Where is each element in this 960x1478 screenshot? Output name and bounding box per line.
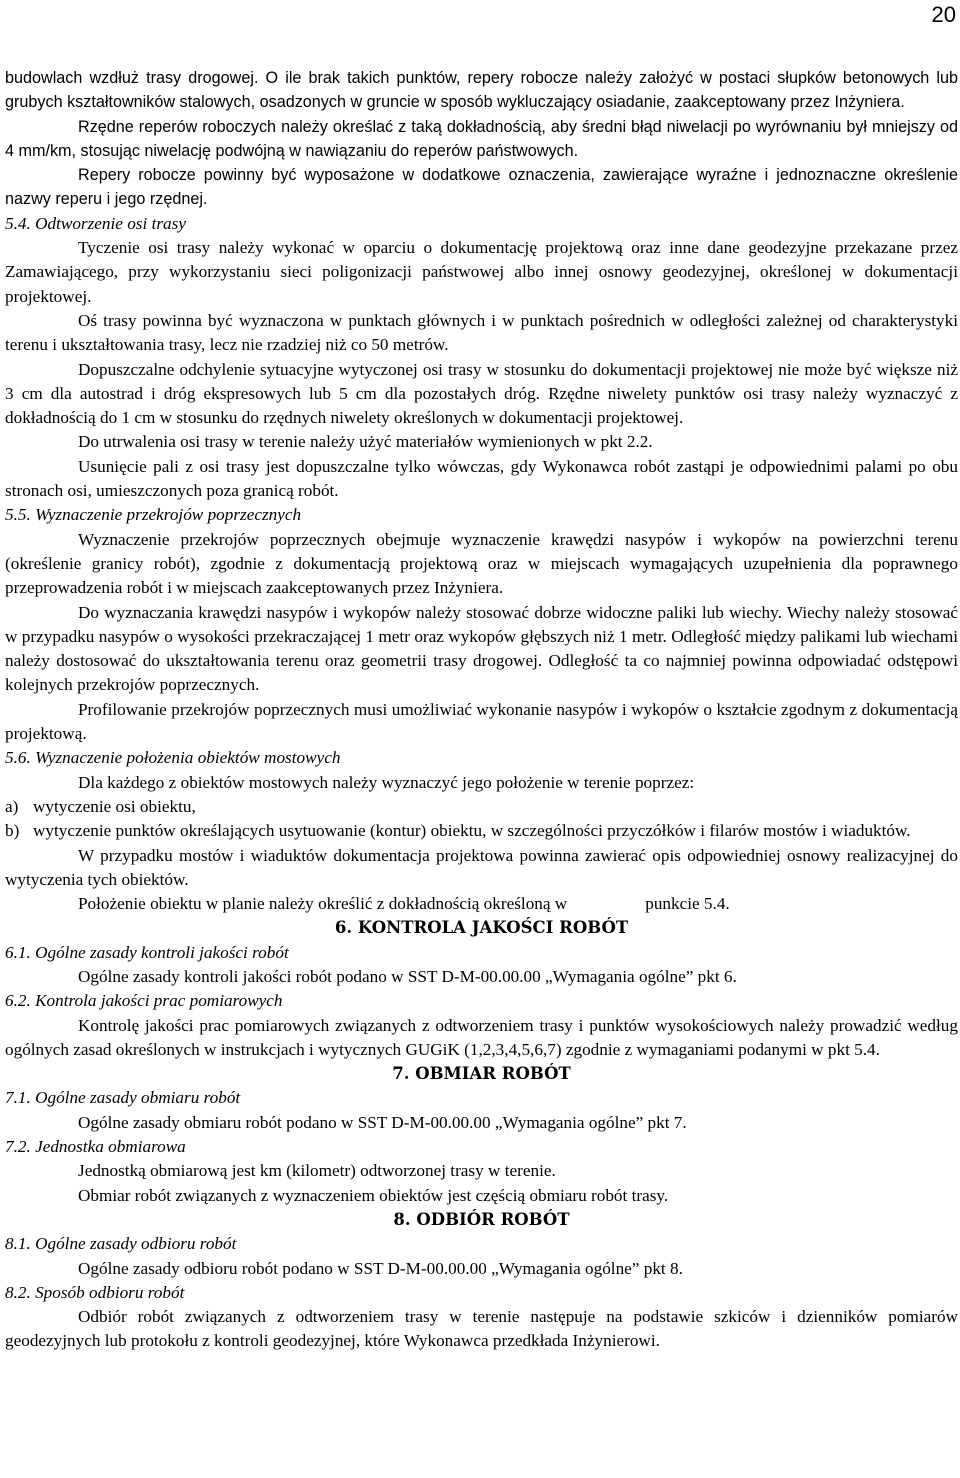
paragraph	[5, 892, 958, 916]
paragraph: Ogólne zasady kontroli jakości robót podano w SST D-M-00.00.00 „Wymagania ogólne” pkt 6.	[78, 966, 737, 986]
paragraph: Rzędne reperów roboczych należy określać z taką dokładnością, aby średni błąd niwelacji po wyrównaniu był mniejszy od 4 mm/km, stosując niwelację podwójną w nawiązaniu do reperów państwowych.	[5, 117, 958, 160]
paragraph: Jednostką obmiarową jest km (kilometr) odtworzonej trasy w terenie.	[78, 1161, 556, 1181]
list-item-label: b)	[5, 821, 20, 841]
paragraph: W przypadku mostów i wiaduktów dokumentacja projektowa powinna zawierać opis odpowiedniej osnowy realizacyjnej do wytyczenia tych obiektów.	[5, 845, 958, 889]
list-item-label: a)	[5, 796, 19, 816]
section-heading: 5.4. Odtworzenie osi trasy	[5, 213, 186, 233]
paragraph: Ogólne zasady obmiaru robót podano w SST D-M-00.00.00 „Wymagania ogólne” pkt 7.	[78, 1112, 687, 1132]
section-heading: 7.1. Ogólne zasady obmiaru robót	[5, 1088, 241, 1108]
paragraph: Ogólne zasady odbioru robót podano w SST D-M-00.00.00 „Wymagania ogólne” pkt 8.	[78, 1258, 683, 1278]
paragraph-text: Położenie obiektu w planie należy określić z dokładnością określoną w	[78, 894, 568, 914]
section-heading: 5.6. Wyznaczenie położenia obiektów mostowych	[5, 748, 341, 768]
paragraph: Do utrwalenia osi trasy w terenie należy użyć materiałów wymienionych w pkt 2.2.	[78, 432, 653, 452]
list-item-text: wytyczenie punktów określających usytuowanie (kontur) obiektu, w szczególności przyczółków i filarów mostów i wiaduktów.	[33, 821, 911, 841]
paragraph: Tyczenie osi trasy należy wykonać w oparciu o dokumentację projektową oraz inne dane geodezyjne przekazane przez Zamawiającego, przy wykorzystaniu sieci poligonizacji państwowej albo innej osnowy geodezyjnej, określonej w dokumentacji projektowej.	[5, 238, 958, 306]
paragraph-text-continued: punkcie 5.4.	[645, 894, 730, 914]
section-heading: 6.1. Ogólne zasady kontroli jakości robót	[5, 942, 289, 962]
document-body	[5, 66, 958, 1354]
section-heading: 8.2. Sposób odbioru robót	[5, 1282, 185, 1302]
paragraph: Odbiór robót związanych z odtworzeniem trasy w terenie następuje na podstawie szkiców i dzienników pomiarów geodezyjnych lub protokołu z kontroli geodezyjnej, które Wykonawca przedkłada Inżynierowi.	[5, 1307, 958, 1351]
paragraph: budowlach wzdłuż trasy drogowej. O ile brak takich punktów, repery robocze należy założyć w postaci słupków betonowych lub grubych kształtowników stalowych, osadzonych w gruncie w sposób wykluczający osiadanie, zaakceptowany przez Inżyniera.	[5, 69, 958, 112]
paragraph: Repery robocze powinny być wyposażone w dodatkowe oznaczenia, zawierające wyraźne i jednoznaczne określenie nazwy reperu i jego rzędnej.	[5, 166, 958, 209]
paragraph: Usunięcie pali z osi trasy jest dopuszczalne tylko wówczas, gdy Wykonawca robót zastąpi je odpowiednimi palami po obu stronach osi, umieszczonych poza granicą robót.	[5, 456, 958, 501]
paragraph: Oś trasy powinna być wyznaczona w punktach głównych i w punktach pośrednich w odległości zależnej od charakterystyki terenu i ukształtowania trasy, lecz nie rzadziej niż co 50 metrów.	[5, 310, 958, 355]
paragraph: Dopuszczalne odchylenie sytuacyjne wytyczonej osi trasy w stosunku do dokumentacji projektowej nie może być większe niż 3 cm dla autostrad i dróg ekspresowych lub 5 cm dla pozostałych dróg. Rzędne niwelety punktów osi trasy należy wyznaczyć z dokładnością do 1 cm w stosunku do rzędnych niwelety określonych w dokumentacji projektowej.	[5, 359, 958, 428]
section-heading: 7.2. Jednostka obmiarowa	[5, 1137, 186, 1157]
paragraph: Do wyznaczania krawędzi nasypów i wykopów należy stosować dobrze widoczne paliki lub wiechy. Wiechy należy stosować w przypadku nasypów o wysokości przekraczającej 1 metr oraz wykopów głębszych niż 1 metr. Odległość między palikami lub wiechami należy dostosować do ukształtowania terenu oraz geometrii trasy drogowej. Odległość ta co najmniej powinna odpowiadać odstępowi kolejnych przekrojów poprzecznych.	[5, 602, 958, 695]
list-item-text: wytyczenie osi obiektu,	[33, 796, 196, 816]
list-item	[5, 819, 958, 843]
chapter-heading: 6. KONTROLA JAKOŚCI ROBÓT	[334, 918, 629, 938]
page-number: 20	[931, 2, 956, 27]
chapter-heading: 8. ODBIÓR ROBÓT	[393, 1209, 570, 1229]
paragraph: Obmiar robót związanych z wyznaczeniem obiektów jest częścią obmiaru robót trasy.	[78, 1185, 669, 1205]
list-item	[5, 795, 958, 819]
paragraph: Dla każdego z obiektów mostowych należy wyznaczyć jego położenie w terenie poprzez:	[78, 772, 695, 792]
section-heading: 6.2. Kontrola jakości prac pomiarowych	[5, 991, 283, 1011]
paragraph: Wyznaczenie przekrojów poprzecznych obejmuje wyznaczenie krawędzi nasypów i wykopów na powierzchni terenu (określenie granicy robót), zgodnie z dokumentacją projektową oraz w miejscach wymagających uzupełnienia dla poprawnego przeprowadzenia robót i w miejscach zaakceptowanych przez Inżyniera.	[5, 529, 958, 598]
section-heading: 8.1. Ogólne zasady odbioru robót	[5, 1234, 237, 1254]
section-heading: 5.5. Wyznaczenie przekrojów poprzecznych	[5, 505, 302, 525]
paragraph: Kontrolę jakości prac pomiarowych związanych z odtworzeniem trasy i punktów wysokościowych należy prowadzić według ogólnych zasad określonych w instrukcjach i wytycznych GUGiK (1,2,3,4,5,6,7) zgodnie z wymaganiami podanymi w pkt 5.4.	[5, 1015, 958, 1059]
chapter-heading: 7. OBMIAR ROBÓT	[392, 1064, 571, 1084]
paragraph: Profilowanie przekrojów poprzecznych musi umożliwiać wykonanie nasypów i wykopów o kształcie zgodnym z dokumentacją projektową.	[5, 699, 958, 744]
